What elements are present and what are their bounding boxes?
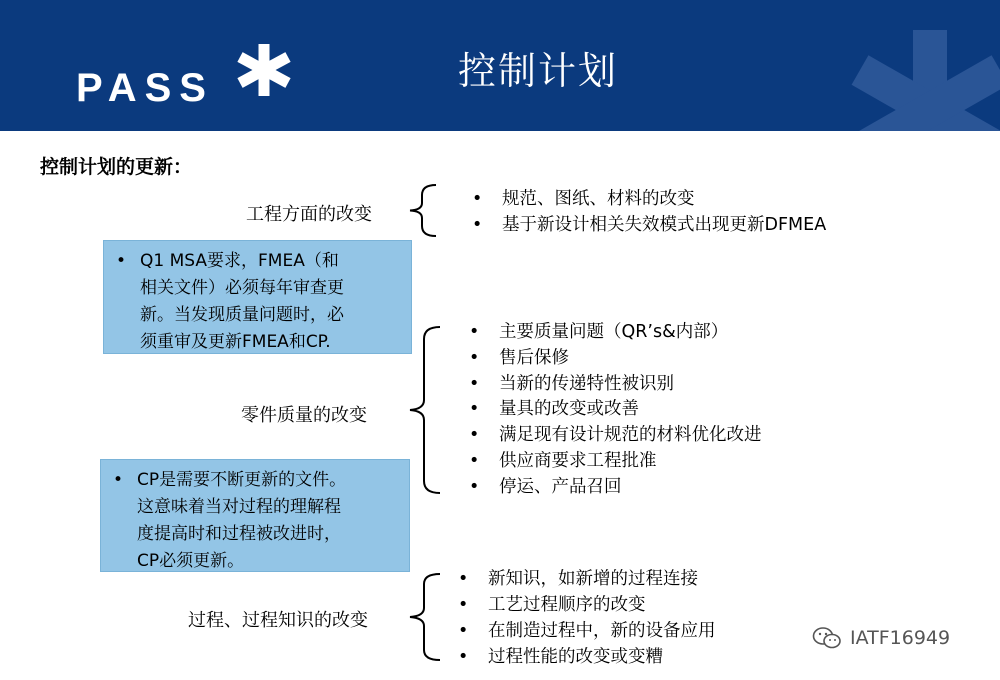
list-part-quality (469, 320, 762, 501)
logo-star-icon (236, 42, 292, 98)
watermark-text: IATF16949 (850, 627, 951, 649)
list-item: • 停运、产品召回 (469, 475, 762, 501)
header-band (0, 0, 1000, 131)
list-item: • 售后保修 (469, 346, 762, 372)
list-item: • 主要质量问题（QR’s&内部） (469, 320, 762, 346)
list-item: • 在制造过程中，新的设备应用 (458, 618, 716, 644)
note-line: Q1 MSA要求，FMEA（和 (140, 251, 339, 271)
star-watermark-icon (830, 10, 1000, 131)
category-label-part-quality: 零件质量的改变 (241, 405, 367, 426)
list-item: • 过程性能的改变或变糟 (458, 644, 716, 670)
category-label-engineering: 工程方面的改变 (246, 204, 372, 225)
watermark (812, 626, 950, 650)
list-item: • 量具的改变或改善 (469, 397, 762, 423)
list-item: • 当新的传递特性被识别 (469, 372, 762, 398)
bullet-icon: • (116, 251, 127, 271)
page-title: 控制计划 (458, 49, 619, 93)
list-process (458, 566, 716, 670)
note-box-cp (100, 459, 410, 572)
note-line: 相关文件）必须每年审查更 (140, 278, 344, 298)
note-line: 新。当发现质量问题时，必 (140, 305, 344, 325)
category-label-process: 过程、过程知识的改变 (188, 610, 368, 631)
note-line: CP必须更新。 (137, 551, 245, 571)
pass-logo: PASS (76, 66, 214, 110)
section-subtitle: 控制计划的更新： (40, 156, 193, 178)
list-item: • 供应商要求工程批准 (469, 449, 762, 475)
list-item: • 满足现有设计规范的材料优化改进 (469, 423, 762, 449)
brace-icon (404, 325, 444, 495)
brace-icon (404, 572, 444, 662)
wechat-icon (812, 626, 842, 650)
list-item: • 新知识，如新增的过程连接 (458, 566, 716, 592)
note-box-msa (103, 240, 412, 354)
list-engineering (472, 186, 826, 238)
note-line: 度提高时和过程被改进时， (137, 524, 341, 544)
list-item: • 基于新设计相关失效模式出现更新DFMEA (472, 212, 826, 238)
list-item: • 工艺过程顺序的改变 (458, 592, 716, 618)
list-item: • 规范、图纸、材料的改变 (472, 186, 826, 212)
note-line: 须重审及更新FMEA和CP. (140, 332, 331, 352)
note-line: 这意味着当对过程的理解程 (137, 497, 341, 517)
brace-icon (404, 183, 440, 238)
note-line: CP是需要不断更新的文件。 (137, 470, 347, 490)
bullet-icon: • (113, 470, 124, 490)
